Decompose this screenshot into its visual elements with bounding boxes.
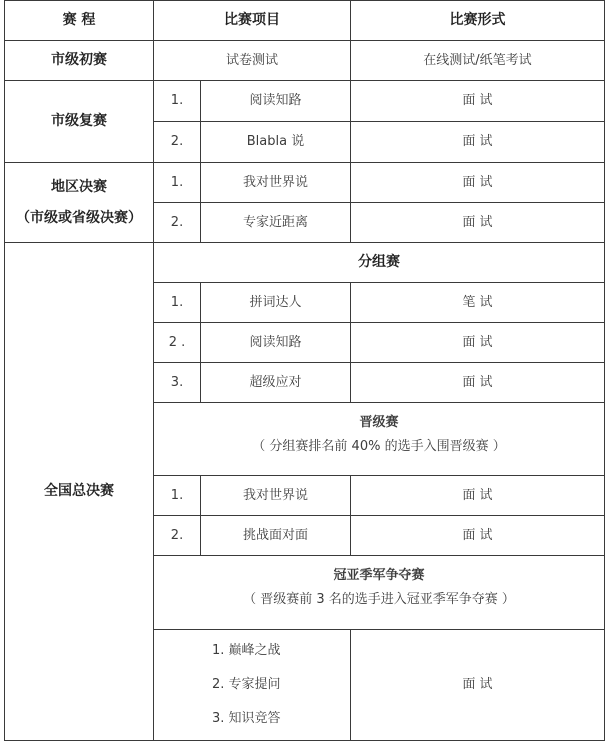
championship-round-note: （ 晋级赛前 3 名的选手进入冠亚季军争夺赛 ） (243, 591, 515, 607)
format-cell: 在线测试/纸笔考试 (351, 41, 605, 81)
number-cell: 3. (154, 363, 201, 403)
stage-regional-final-note: （市级或省级决赛） (16, 209, 142, 226)
table-row (5, 243, 605, 283)
promotion-round-note: （ 分组赛排名前 40% 的选手入围晋级赛 ） (252, 438, 506, 454)
competition-schedule-table (4, 0, 605, 741)
number-cell: 1. (154, 283, 201, 323)
number-cell: 2. (154, 203, 201, 243)
table-row (5, 41, 605, 81)
stage-city-repechage: 市级复赛 (5, 81, 154, 163)
item-cell: 专家近距离 (201, 203, 351, 243)
promotion-round-title: 晋级赛 (359, 415, 399, 430)
stage-regional-final (5, 163, 154, 243)
list-item: 1. 巅峰之战 (212, 643, 281, 658)
list-item: 3. 知识竞答 (212, 711, 281, 726)
item-cell: 我对世界说 (201, 163, 351, 203)
number-cell: 1. (154, 81, 201, 122)
championship-round-header (154, 556, 605, 630)
format-cell: 笔 试 (351, 283, 605, 323)
list-item: 2. 专家提问 (212, 677, 281, 692)
table-row (5, 163, 605, 203)
format-cell: 面 试 (351, 476, 605, 516)
format-cell: 面 试 (351, 516, 605, 556)
format-cell: 面 试 (351, 203, 605, 243)
group-round-title: 分组赛 (154, 243, 605, 283)
table-header-row (5, 1, 605, 41)
format-cell: 面 试 (351, 163, 605, 203)
format-cell: 面 试 (351, 630, 605, 741)
header-format: 比赛形式 (351, 1, 605, 41)
item-cell: 超级应对 (201, 363, 351, 403)
header-item: 比赛项目 (154, 1, 351, 41)
format-cell: 面 试 (351, 363, 605, 403)
item-cell: 阅读知路 (201, 323, 351, 363)
promotion-round-header (154, 403, 605, 476)
table-row (5, 81, 605, 122)
number-cell: 1. (154, 476, 201, 516)
item-cell: 拼词达人 (201, 283, 351, 323)
header-stage: 赛 程 (5, 1, 154, 41)
item-cell: 试卷测试 (154, 41, 351, 81)
number-cell: 2 . (154, 323, 201, 363)
number-cell: 2. (154, 516, 201, 556)
format-cell: 面 试 (351, 81, 605, 122)
championship-round-title: 冠亚季军争夺赛 (333, 568, 425, 583)
item-cell: 我对世界说 (201, 476, 351, 516)
item-cell: 阅读知路 (201, 81, 351, 122)
number-cell: 2. (154, 122, 201, 163)
format-cell: 面 试 (351, 323, 605, 363)
format-cell: 面 试 (351, 122, 605, 163)
item-cell: Blabla 说 (201, 122, 351, 163)
stage-city-prelim: 市级初赛 (5, 41, 154, 81)
stage-national-final: 全国总决赛 (5, 243, 154, 741)
number-cell: 1. (154, 163, 201, 203)
item-cell: 挑战面对面 (201, 516, 351, 556)
championship-items (154, 630, 351, 741)
stage-regional-final-title: 地区决赛 (51, 178, 107, 195)
